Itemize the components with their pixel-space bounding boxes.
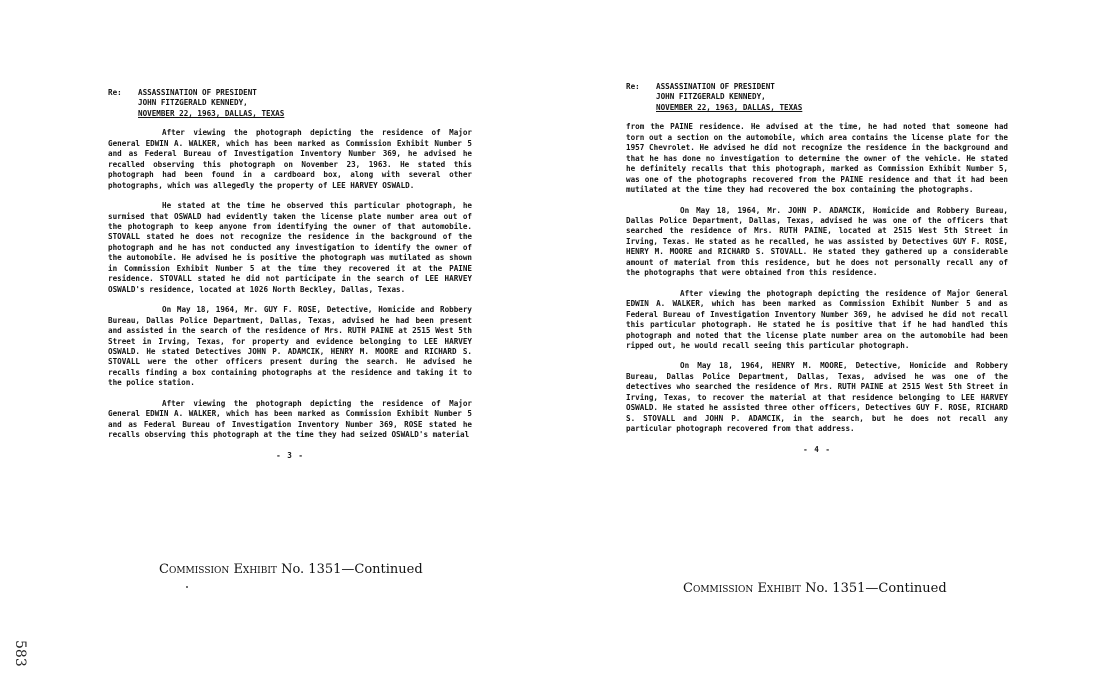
re-line: NOVEMBER 22, 1963, DALLAS, TEXAS: [138, 108, 285, 118]
caption-word: Commission: [683, 581, 754, 596]
caption-word: Exhibit: [757, 581, 801, 596]
page-number: - 3 -: [276, 450, 304, 460]
exhibit-caption-left: [159, 562, 423, 577]
exhibit-caption-right: [683, 581, 947, 596]
re-subject: [656, 82, 802, 113]
re-line: NOVEMBER 22, 1963, DALLAS, TEXAS: [656, 102, 803, 112]
caption-word: Commission: [159, 562, 230, 577]
re-line: JOHN FITZGERALD KENNEDY,: [138, 98, 248, 108]
re-header: [108, 88, 472, 119]
right-document-page: [626, 82, 1008, 455]
paragraph: After viewing the photograph depicting the residence of Major General EDWIN A. WALKER, which has been marked as Commission Exhibit Number 5 and as Federal Bureau of Investigation Inventory Number 369, he advised he did not recall this particular photograph. He stated he is positive that if he had handled this photograph and noted that the license plate number area on the automobile had been ripped out, he would recall seeing this particular photograph.: [626, 288, 1008, 350]
page-number: - 4 -: [803, 444, 831, 454]
paragraph: On May 18, 1964, HENRY M. MOORE, Detective, Homicide and Robbery Bureau, Dallas Police Department, Dallas, Texas, advised he was one of the detectives who searched the residence of Mrs. RUTH PAINE at 2515 West 5th Street in Irving, Texas, to recover the material at that residence belonging to LEE HARVEY OSWALD. He stated he assisted three other officers, Detectives GUY F. ROSE, RICHARD S. STOVALL and JOHN P. ADAMCIK, in the search, but he does not recall any particular photograph recovered from that address.: [626, 361, 1008, 434]
paragraph: After viewing the photograph depicting the residence of Major General EDWIN A. WALKER, which has been marked as Commission Exhibit Number 5 and as Federal Bureau of Investigation Inventory Number 369, he advised he recalled observing this photograph on November 23, 1963. He stated this photograph had been found in a cardboard box, along with several other photographs, which was allegedly the property of LEE HARVEY OSWALD.: [108, 128, 472, 190]
volume-page-number: 583: [12, 640, 28, 667]
paragraph: from the PAINE residence. He advised at the time, he had noted that someone had torn out a section on the automobile, which area contains the license plate for the 1957 Chevrolet. He advised he did not recognize the residence in the background and that he has done no investigation to determine the owner of the vehicle. He stated he definitely recalls that this photograph, marked as Commission Exhibit Number 5, was one of the photographs recovered from the PAINE residence and that it had been mutilated at the time they had recovered the box containing the photographs.: [626, 122, 1008, 195]
re-line: ASSASSINATION OF PRESIDENT: [138, 88, 257, 97]
paragraph: On May 18, 1964, Mr. GUY F. ROSE, Detective, Homicide and Robbery Bureau, Dallas Police Department, Dallas, Texas, advised he had been present and assisted in the search of the residence of Mrs. RUTH PAINE at 2515 West 5th Street in Irving, Texas, for property and evidence belonging to LEE HARVEY OSWALD. He stated Detectives JOHN P. ADAMCIK, HENRY M. MOORE and RICHARD S. STOVALL were the other officers present during the search. He advised he recalls finding a box containing photographs at the residence and taking it to the police station.: [108, 305, 472, 388]
re-line: ASSASSINATION OF PRESIDENT: [656, 82, 775, 91]
stray-mark: [186, 586, 188, 588]
caption-text: No. 1351—Continued: [805, 581, 947, 596]
paragraph: On May 18, 1964, Mr. JOHN P. ADAMCIK, Homicide and Robbery Bureau, Dallas Police Department, Dallas, Texas, advised he was one of the officers that searched the residence of Mrs. RUTH PAINE, located at 2515 West 5th Street in Irving, Texas. He stated as he recalled, he was assisted by Detectives GUY F. ROSE, HENRY M. MOORE and RICHARD S. STOVALL. He stated they gathered up a considerable amount of material from this residence, but he does not personally recall any of the photographs that were obtained from this residence.: [626, 205, 1008, 278]
re-label: Re:: [108, 88, 122, 97]
caption-text: No. 1351—Continued: [281, 562, 423, 577]
paragraph: He stated at the time he observed this particular photograph, he surmised that OSWALD had evidently taken the license plate number area out of the photograph to keep anyone from identifying the owner of that automobile. STOVALL stated he does not recognize the residence in the background of the photograph and he has not conducted any investigation to identify the owner of the automobile. He advised he is positive the photograph was mutilated as shown in Commission Exhibit Number 5 at the time they recovered it at the PAINE residence. STOVALL stated he did not participate in the search of LEE HARVEY OSWALD's residence, located at 1026 North Beckley, Dallas, Texas.: [108, 201, 472, 294]
caption-word: Exhibit: [233, 562, 277, 577]
left-document-page: [108, 88, 472, 461]
re-line: JOHN FITZGERALD KENNEDY,: [656, 92, 766, 102]
re-subject: [138, 88, 284, 119]
paragraph: After viewing the photograph depicting the residence of Major General EDWIN A. WALKER, which has been marked as Commission Exhibit Number 5 and as Federal Bureau of Investigation Inventory Number 369, ROSE stated he recalls observing this photograph at the time they had seized OSWALD's material: [108, 398, 472, 440]
re-header: [626, 82, 1008, 113]
re-label: Re:: [626, 82, 640, 91]
